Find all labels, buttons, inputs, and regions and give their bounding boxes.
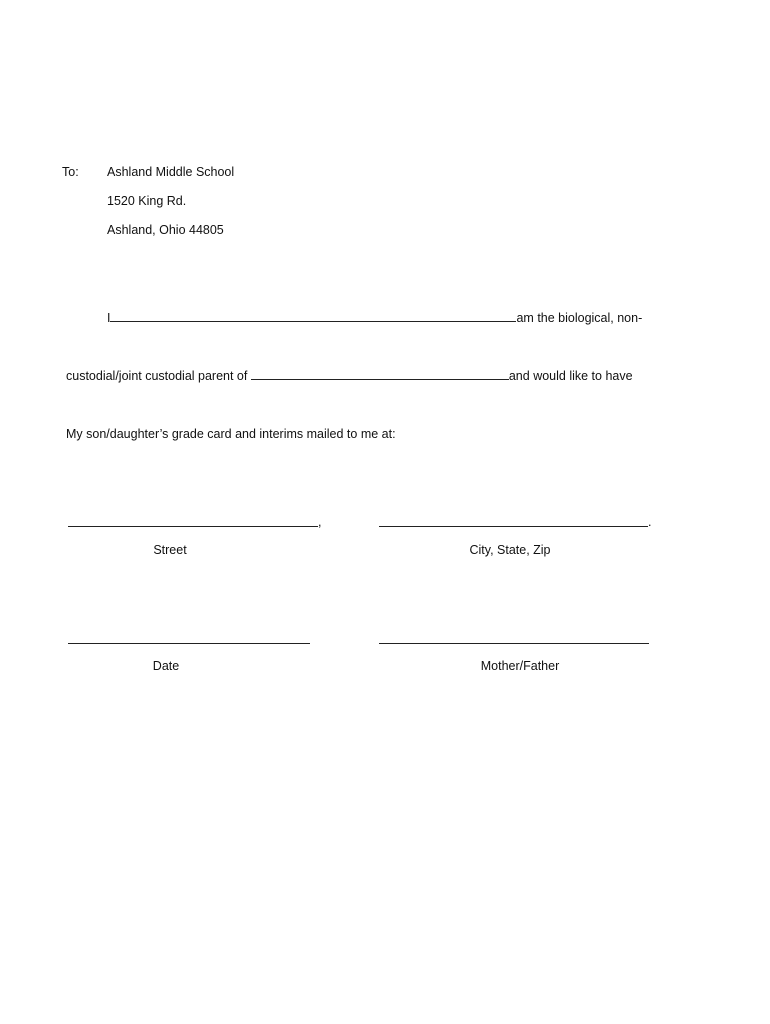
recipient-city: Ashland, Ohio 44805 (107, 223, 224, 237)
child-name-blank[interactable] (251, 368, 509, 380)
to-label: To: (62, 165, 79, 179)
body-line-1 (107, 310, 642, 326)
city-state-zip-label: City, State, Zip (469, 543, 551, 557)
line2-suffix: and would like to have (508, 369, 633, 383)
city-state-zip-blank[interactable] (379, 526, 648, 527)
parent-signature-label: Mother/Father (480, 659, 560, 673)
body-line-2 (66, 368, 633, 384)
date-label: Date (152, 659, 180, 673)
street-label: Street (153, 543, 187, 557)
line1-suffix: am the biological, non- (516, 311, 643, 325)
recipient-name: Ashland Middle School (107, 165, 235, 179)
line2-prefix: custodial/joint custodial parent of (66, 369, 248, 383)
recipient-street: 1520 King Rd. (107, 194, 187, 208)
body-line-3: My son/daughter’s grade card and interims mailed to me at: (66, 427, 396, 441)
city-trail: . (648, 515, 652, 529)
street-trail: , (318, 515, 322, 529)
street-blank[interactable] (68, 526, 318, 527)
line1-prefix: I (107, 311, 111, 325)
date-blank[interactable] (68, 643, 310, 644)
parent-name-blank[interactable] (110, 310, 516, 322)
parent-signature-blank[interactable] (379, 643, 649, 644)
